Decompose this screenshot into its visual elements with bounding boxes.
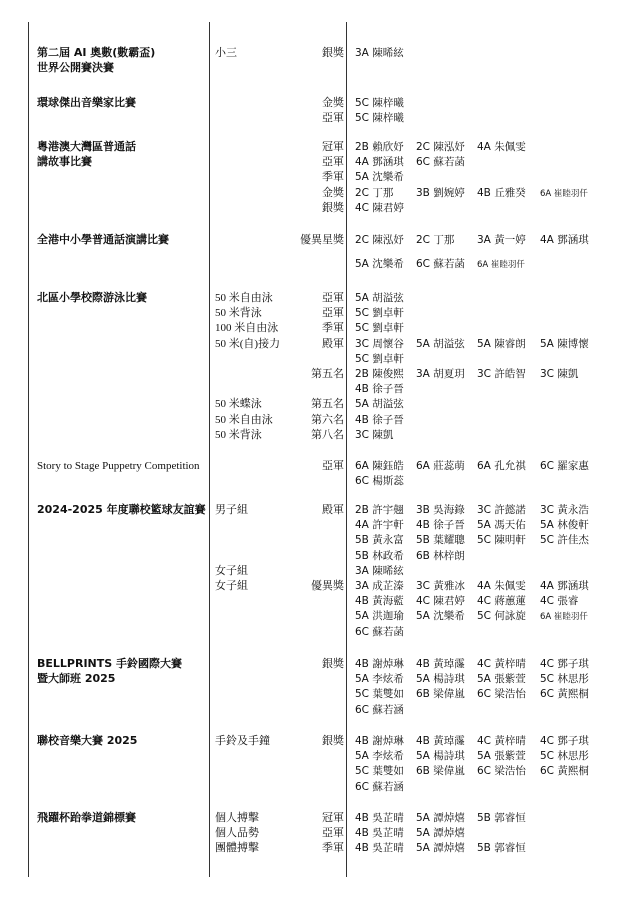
student-name: 4B 丘雅癸	[477, 186, 526, 199]
award-rule	[346, 22, 347, 877]
award-level: 第五名	[311, 368, 344, 380]
event-category: 個人搏擊	[215, 812, 259, 824]
student-name: 5B 林政希	[355, 549, 404, 562]
student-name: 5B 葉耀聰	[416, 534, 465, 547]
award-level: 亞軍	[322, 827, 344, 840]
student-name: 4B 徐子晉	[355, 383, 404, 396]
student-name: 4B 謝焯琳	[355, 735, 404, 747]
student-name: 3C 周懷谷	[355, 337, 404, 350]
student-name: 5C 林思彤	[540, 673, 589, 686]
student-name: 6A 孔允祺	[477, 460, 526, 472]
student-name: 5A 李炫希	[355, 750, 404, 763]
student-name: 4B 徐子晉	[355, 413, 404, 426]
student-name: 4B 吳芷晴	[355, 842, 404, 855]
event-category: 50 米背泳	[215, 428, 262, 441]
student-name: 4C 黃梓晴	[477, 658, 526, 670]
student-name: 6C 蘇若涵	[355, 780, 404, 793]
event-title: 粵港澳大灣區普通話	[37, 140, 136, 153]
student-name: 5C 許佳杰	[540, 534, 589, 547]
student-name: 2C 陳泓妤	[416, 141, 465, 153]
award-level: 季軍	[322, 842, 344, 855]
award-level: 亞軍	[322, 156, 344, 169]
award-level: 冠軍	[322, 812, 344, 824]
student-name: 4A 許宇軒	[355, 519, 404, 532]
student-name: 2B 許宇翹	[355, 504, 404, 516]
event-title: 世界公開賽決賽	[37, 60, 114, 74]
student-name: 3B 劉婉婷	[416, 186, 465, 199]
student-name: 5A 沈樂希	[416, 610, 465, 623]
student-name: 5A 陳博懷	[540, 337, 589, 350]
event-title: 飛躍杯跆拳道錦標賽	[37, 811, 136, 824]
left-rule	[28, 22, 29, 877]
student-name: 5A 胡溢弦	[355, 398, 404, 411]
event-title: 第二屆 AI 奧數(數霸盃)	[37, 46, 156, 59]
award-level: 銀獎	[322, 47, 344, 59]
student-name: 2C 丁那	[355, 186, 394, 199]
student-name: 3C 黃雅冰	[416, 580, 465, 592]
award-level: 殿軍	[322, 504, 344, 516]
student-name: 6A 莊蕊萌	[416, 460, 465, 472]
event-category: 團體搏擊	[215, 842, 259, 855]
student-name: 3A 胡夏玥	[416, 368, 465, 380]
award-level: 殿軍	[322, 337, 344, 350]
student-name: 5C 林思彤	[540, 750, 589, 763]
student-name: 6B 梁偉嵐	[416, 765, 465, 778]
award-level: 第五名	[311, 398, 344, 411]
event-category: 100 米自由泳	[215, 322, 279, 335]
award-level: 亞軍	[322, 292, 344, 304]
student-name: 4B 吳芷晴	[355, 827, 404, 840]
event-category: 50 米背泳	[215, 307, 262, 320]
student-name: 5C 陳梓曦	[355, 97, 404, 109]
event-category: 50 米(自)接力	[215, 337, 281, 350]
student-name: 5B 郭睿恒	[477, 842, 526, 855]
student-name: 6A 崔睦羽仟	[477, 260, 525, 271]
student-name: 6C 黃熙桐	[540, 688, 589, 701]
student-name: 5A 沈樂希	[355, 258, 404, 271]
student-name: 4C 鄧子琪	[540, 735, 589, 747]
student-name: 4B 黃琸霳	[416, 735, 465, 747]
student-name: 6A 陳鈺皓	[355, 460, 404, 472]
event-category: 個人品勢	[215, 827, 259, 840]
student-name: 6B 林梓朗	[416, 549, 465, 562]
student-name: 5B 郭睿恒	[477, 812, 526, 824]
student-name: 5A 譚焯熺	[416, 827, 465, 840]
event-category: 小三	[215, 47, 237, 59]
student-name: 6C 蘇若菡	[416, 258, 465, 271]
student-name: 5A 張紫萱	[477, 673, 526, 686]
student-name: 5C 陳明軒	[477, 534, 526, 547]
award-level: 亞軍	[322, 460, 344, 472]
student-name: 3A 黃一婷	[477, 234, 526, 246]
student-name: 6C 梁浩怡	[477, 688, 526, 701]
student-name: 4A 鄧涵琪	[355, 156, 404, 169]
student-name: 4A 鄧涵琪	[540, 580, 589, 592]
student-name: 4C 張睿	[540, 595, 579, 608]
student-name: 3C 許皓智	[477, 368, 526, 380]
student-name: 5C 葉雙如	[355, 688, 404, 701]
student-name: 2B 賴欣妤	[355, 141, 404, 153]
student-name: 5C 劉卓軒	[355, 307, 404, 320]
award-level: 金獎	[322, 97, 344, 109]
student-name: 5A 洪迦瑜	[355, 610, 404, 623]
student-name: 6C 蘇若涵	[355, 703, 404, 716]
event-title: 全港中小學普通話演講比賽	[37, 233, 169, 246]
student-name: 5C 陳梓曦	[355, 112, 404, 125]
student-name: 3A 陳晞絃	[355, 47, 404, 59]
award-level: 優異獎	[311, 580, 344, 592]
middle-rule	[209, 22, 210, 877]
student-name: 6C 蘇若菡	[355, 625, 404, 638]
student-name: 5A 李炫希	[355, 673, 404, 686]
student-name: 6C 黃熙桐	[540, 765, 589, 778]
event-category: 50 米自由泳	[215, 413, 273, 426]
student-name: 3C 陳凱	[540, 368, 579, 380]
student-name: 6A 崔睦羽仟	[540, 188, 588, 199]
student-name: 4B 謝焯琳	[355, 658, 404, 670]
award-level: 季軍	[322, 322, 344, 335]
student-name: 5A 胡溢弦	[416, 337, 465, 350]
award-level: 銀獎	[322, 658, 344, 670]
student-name: 5A 胡溢弦	[355, 292, 404, 304]
student-name: 6C 梁浩怡	[477, 765, 526, 778]
student-name: 5A 譚焯熺	[416, 842, 465, 855]
award-level: 第八名	[311, 428, 344, 441]
event-title: 講故事比賽	[37, 154, 92, 168]
student-name: 2C 陳泓妤	[355, 234, 404, 246]
award-level: 銀獎	[322, 735, 344, 747]
student-name: 3C 許懿諾	[477, 504, 526, 516]
student-name: 5A 張紫萱	[477, 750, 526, 763]
event-title: BELLPRINTS 手鈴國際大賽	[37, 657, 183, 670]
student-name: 5A 譚焯熺	[416, 812, 465, 824]
student-name: 2B 陳俊熙	[355, 368, 404, 380]
award-level: 第六名	[311, 413, 344, 426]
event-category: 50 米自由泳	[215, 292, 273, 304]
student-name: 4A 鄧涵琪	[540, 234, 589, 246]
student-name: 5A 林俊軒	[540, 519, 589, 532]
award-level: 亞軍	[322, 112, 344, 125]
event-title: 2024-2025 年度聯校籃球友誼賽	[37, 503, 206, 516]
event-category: 男子組	[215, 504, 248, 516]
student-name: 5C 劉卓軒	[355, 322, 404, 335]
student-name: 4B 吳芷晴	[355, 812, 404, 824]
student-name: 5A 楊詩琪	[416, 673, 465, 686]
student-name: 6C 楊斯蕊	[355, 475, 404, 488]
student-name: 5B 黃永富	[355, 534, 404, 547]
student-name: 3A 成芷溱	[355, 580, 404, 592]
student-name: 4C 陳君婷	[416, 595, 465, 608]
student-name: 3B 吳海錄	[416, 504, 465, 516]
student-name: 4B 黃琸霳	[416, 658, 465, 670]
student-name: 5C 何詠旋	[477, 610, 526, 623]
student-name: 4A 朱佩雯	[477, 580, 526, 592]
student-name: 5C 劉卓軒	[355, 352, 404, 365]
award-level: 金獎	[322, 186, 344, 199]
student-name: 5A 陳睿朗	[477, 337, 526, 350]
student-name: 2C 丁那	[416, 234, 455, 246]
student-name: 4B 徐子晉	[416, 519, 465, 532]
student-name: 4C 陳君婷	[355, 201, 404, 214]
student-name: 3A 陳晞絃	[355, 564, 404, 577]
student-name: 3C 陳凱	[355, 428, 394, 441]
student-name: 4C 鄧子琪	[540, 658, 589, 670]
event-title: Story to Stage Puppetry Competition	[37, 460, 200, 472]
student-name: 4C 黃梓晴	[477, 735, 526, 747]
event-title: 北區小學校際游泳比賽	[37, 291, 147, 304]
student-name: 4B 黃海藍	[355, 595, 404, 608]
student-name: 6C 羅家惠	[540, 460, 589, 472]
award-level: 冠軍	[322, 141, 344, 153]
award-level: 優異星獎	[300, 234, 344, 246]
student-name: 4C 蔣蕙蓮	[477, 595, 526, 608]
student-name: 5A 楊詩琪	[416, 750, 465, 763]
event-title: 暨大師班 2025	[37, 671, 116, 685]
event-title: 環球傑出音樂家比賽	[37, 96, 136, 109]
event-title: 聯校音樂大賽 2025	[37, 734, 138, 747]
student-name: 6A 崔睦羽仟	[540, 612, 588, 623]
award-level: 亞軍	[322, 307, 344, 320]
event-category: 50 米蝶泳	[215, 398, 262, 411]
student-name: 3C 黃永浩	[540, 504, 589, 516]
student-name: 5C 葉雙如	[355, 765, 404, 778]
event-category: 手鈴及手鐘	[215, 735, 270, 747]
student-name: 5A 沈樂希	[355, 171, 404, 184]
student-name: 5A 馮天佑	[477, 519, 526, 532]
event-category: 女子組	[215, 564, 248, 577]
student-name: 6B 梁偉嵐	[416, 688, 465, 701]
award-level: 銀獎	[322, 201, 344, 214]
student-name: 6C 蘇若菡	[416, 156, 465, 169]
student-name: 4A 朱佩雯	[477, 141, 526, 153]
event-category: 女子組	[215, 580, 248, 592]
award-level: 季軍	[322, 171, 344, 184]
